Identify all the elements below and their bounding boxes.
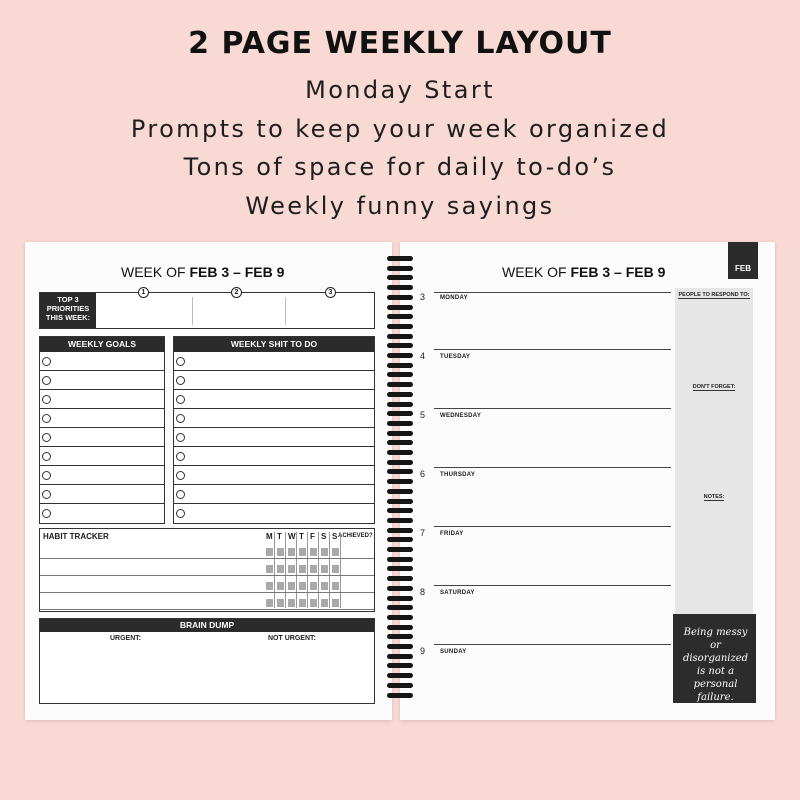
priorities-box — [39, 292, 375, 329]
day-name: SATURDAY — [440, 590, 475, 596]
day-divider — [434, 644, 671, 645]
spiral-coil — [387, 256, 413, 261]
priority-number: 2 — [231, 287, 242, 298]
checklist-row[interactable] — [174, 409, 374, 428]
habit-row-line — [40, 609, 374, 610]
weekly-goals-box — [39, 336, 165, 524]
day-number: 5 — [420, 410, 426, 420]
checkbox-circle-icon[interactable] — [176, 509, 185, 518]
month-tab: FEB — [728, 242, 758, 279]
checkbox-circle-icon[interactable] — [42, 471, 51, 480]
spiral-coil — [387, 411, 413, 416]
spiral-coil — [387, 625, 413, 630]
feature-line: Monday Start — [305, 76, 495, 104]
spiral-coil — [387, 693, 413, 698]
habit-column-divider — [340, 532, 341, 608]
habit-cell[interactable] — [332, 582, 339, 590]
habit-cell[interactable] — [266, 565, 273, 573]
spiral-coil — [387, 557, 413, 562]
day-number: 6 — [420, 469, 426, 479]
checkbox-circle-icon[interactable] — [176, 490, 185, 499]
habit-cell[interactable] — [277, 548, 284, 556]
checkbox-circle-icon[interactable] — [42, 509, 51, 518]
spiral-coil — [387, 440, 413, 445]
spiral-coil — [387, 508, 413, 513]
brain-dump-box — [39, 618, 375, 704]
checkbox-circle-icon[interactable] — [176, 471, 185, 480]
checklist-row[interactable] — [174, 447, 374, 466]
habit-day-label: M — [266, 532, 273, 541]
checklist-row[interactable] — [174, 466, 374, 485]
habit-cell[interactable] — [321, 582, 328, 590]
spiral-coil — [387, 469, 413, 474]
weekly-todo-label: WEEKLY SHIT TO DO — [174, 337, 374, 352]
spiral-coil — [387, 266, 413, 271]
quote-box — [673, 614, 756, 703]
divider — [285, 297, 286, 325]
page-title: 2 PAGE WEEKLY LAYOUT — [188, 26, 612, 61]
habit-cell[interactable] — [332, 565, 339, 573]
spiral-coil — [387, 499, 413, 504]
checklist-row[interactable] — [40, 428, 164, 447]
checkbox-circle-icon[interactable] — [42, 357, 51, 366]
habit-day-label: F — [310, 532, 315, 541]
checklist-row[interactable] — [174, 352, 374, 371]
day-divider — [434, 526, 671, 527]
weekly-goals-label: WEEKLY GOALS — [40, 337, 164, 352]
not-urgent-label: NOT URGENT: — [268, 635, 316, 642]
spiral-coil — [387, 489, 413, 494]
checkbox-circle-icon[interactable] — [176, 395, 185, 404]
urgent-label: URGENT: — [110, 635, 142, 642]
checklist-row[interactable] — [40, 390, 164, 409]
habit-cell[interactable] — [321, 599, 328, 607]
spiral-coil — [387, 314, 413, 319]
habit-cell[interactable] — [321, 548, 328, 556]
spiral-coil — [387, 295, 413, 300]
habit-column-divider — [307, 532, 308, 608]
spiral-coil — [387, 576, 413, 581]
sidebar-panel — [675, 288, 753, 614]
spiral-coil — [387, 334, 413, 339]
day-number: 7 — [420, 528, 426, 538]
feature-line: Weekly funny sayings — [245, 192, 555, 220]
spiral-coil — [387, 634, 413, 639]
checklist-row[interactable] — [40, 485, 164, 504]
people-label: PEOPLE TO RESPOND TO: — [678, 292, 750, 298]
habit-column-divider — [329, 532, 330, 608]
habit-cell[interactable] — [288, 599, 295, 607]
checkbox-circle-icon[interactable] — [42, 490, 51, 499]
day-name: WEDNESDAY — [440, 413, 482, 419]
brain-dump-label: BRAIN DUMP — [40, 619, 374, 632]
habit-cell[interactable] — [288, 582, 295, 590]
habit-tracker-label: HABIT TRACKER — [43, 532, 109, 541]
checkbox-circle-icon[interactable] — [42, 414, 51, 423]
feature-line: Prompts to keep your week organized — [130, 115, 670, 143]
spiral-coil — [387, 460, 413, 465]
spiral-coil — [387, 528, 413, 533]
checkbox-circle-icon[interactable] — [42, 376, 51, 385]
checklist-row[interactable] — [174, 371, 374, 390]
habit-tracker-box — [39, 528, 375, 612]
habit-cell[interactable] — [310, 565, 317, 573]
spiral-coil — [387, 372, 413, 377]
checkbox-circle-icon[interactable] — [42, 452, 51, 461]
spiral-coil — [387, 392, 413, 397]
spiral-coil — [387, 275, 413, 280]
day-name: FRIDAY — [440, 531, 464, 537]
week-header — [502, 264, 665, 280]
habit-cell[interactable] — [310, 582, 317, 590]
funny-saying: Being messy or disorganized is not a personal failure. — [682, 627, 749, 703]
achieved-label: ACHIEVED? — [338, 533, 373, 539]
checklist-row[interactable] — [174, 428, 374, 447]
feature-line: Tons of space for daily to-do’s — [183, 153, 617, 181]
habit-row-line — [40, 558, 374, 559]
checklist-row[interactable] — [40, 466, 164, 485]
notes-label: NOTES: — [703, 494, 725, 500]
habit-cell[interactable] — [310, 548, 317, 556]
habit-cell[interactable] — [277, 599, 284, 607]
habit-grid — [40, 529, 374, 611]
weekly-todo-box — [173, 336, 375, 524]
goals-list — [40, 352, 164, 523]
spiral-coil — [387, 450, 413, 455]
priority-number: 1 — [138, 287, 149, 298]
habit-cell[interactable] — [332, 599, 339, 607]
checklist-row[interactable] — [40, 371, 164, 390]
day-divider — [434, 408, 671, 409]
checkbox-circle-icon[interactable] — [176, 357, 185, 366]
week-range: FEB 3 – FEB 9 — [189, 264, 285, 280]
habit-cell[interactable] — [299, 599, 306, 607]
habit-cell[interactable] — [299, 582, 306, 590]
spiral-coil — [387, 285, 413, 290]
spiral-coil — [387, 363, 413, 368]
checklist-row[interactable] — [174, 390, 374, 409]
checklist-row[interactable] — [40, 447, 164, 466]
checkbox-circle-icon[interactable] — [176, 433, 185, 442]
priorities-label: TOP 3 PRIORITIES THIS WEEK: — [40, 293, 96, 328]
spiral-coil — [387, 596, 413, 601]
dont-forget-label: DON'T FORGET: — [692, 384, 736, 390]
habit-column-divider — [285, 532, 286, 608]
habit-cell[interactable] — [277, 565, 284, 573]
week-range: FEB 3 – FEB 9 — [570, 264, 666, 280]
habit-cell[interactable] — [288, 565, 295, 573]
day-name: THURSDAY — [440, 472, 476, 478]
checklist-row[interactable] — [40, 409, 164, 428]
spiral-coil — [387, 586, 413, 591]
habit-cell[interactable] — [288, 548, 295, 556]
spiral-coil — [387, 663, 413, 668]
checkbox-circle-icon[interactable] — [42, 395, 51, 404]
spiral-coil — [387, 305, 413, 310]
spiral-coil — [387, 402, 413, 407]
day-number: 3 — [420, 292, 426, 302]
habit-column-divider — [274, 532, 275, 608]
day-number: 4 — [420, 351, 426, 361]
spiral-coil — [387, 615, 413, 620]
habit-day-label: T — [299, 532, 304, 541]
day-number: 8 — [420, 587, 426, 597]
checkbox-circle-icon[interactable] — [176, 414, 185, 423]
right-planner-page — [400, 242, 775, 720]
week-header — [121, 264, 284, 280]
habit-row-line — [40, 592, 374, 593]
spiral-coil — [387, 382, 413, 387]
spiral-coil — [387, 566, 413, 571]
week-prefix: WEEK OF — [502, 264, 567, 280]
priority-number: 3 — [325, 287, 336, 298]
habit-column-divider — [296, 532, 297, 608]
habit-day-label: T — [277, 532, 282, 541]
checkbox-circle-icon[interactable] — [176, 452, 185, 461]
checklist-row[interactable] — [40, 352, 164, 371]
habit-day-label: S — [332, 532, 338, 541]
habit-cell[interactable] — [321, 565, 328, 573]
habit-cell[interactable] — [299, 548, 306, 556]
habit-cell[interactable] — [332, 548, 339, 556]
habit-row-line — [40, 575, 374, 576]
day-name: SUNDAY — [440, 649, 467, 655]
day-number: 9 — [420, 646, 426, 656]
spiral-coil — [387, 431, 413, 436]
day-name: TUESDAY — [440, 354, 471, 360]
checklist-row[interactable] — [174, 485, 374, 504]
habit-cell[interactable] — [266, 582, 273, 590]
spiral-coil — [387, 605, 413, 610]
checkbox-circle-icon[interactable] — [176, 376, 185, 385]
habit-day-label: S — [321, 532, 327, 541]
day-divider — [434, 585, 671, 586]
spiral-coil — [387, 547, 413, 552]
spiral-coil — [387, 654, 413, 659]
spiral-coil — [387, 537, 413, 542]
spiral-coil — [387, 518, 413, 523]
habit-cell[interactable] — [266, 548, 273, 556]
left-planner-page — [25, 242, 392, 720]
checkbox-circle-icon[interactable] — [42, 433, 51, 442]
spiral-coil — [387, 324, 413, 329]
day-divider — [434, 349, 671, 350]
habit-day-label: W — [288, 532, 296, 541]
spiral-coil — [387, 644, 413, 649]
week-prefix: WEEK OF — [121, 264, 186, 280]
habit-cell[interactable] — [266, 599, 273, 607]
day-name: MONDAY — [440, 295, 468, 301]
habit-cell[interactable] — [277, 582, 284, 590]
spiral-coil — [387, 421, 413, 426]
spiral-coil — [387, 479, 413, 484]
spiral-coil — [387, 343, 413, 348]
day-divider — [434, 467, 671, 468]
spiral-coil — [387, 673, 413, 678]
divider — [192, 297, 193, 325]
checklist-row[interactable] — [40, 504, 164, 523]
habit-cell[interactable] — [310, 599, 317, 607]
spiral-coil — [387, 683, 413, 688]
spiral-coil — [387, 353, 413, 358]
habit-cell[interactable] — [299, 565, 306, 573]
habit-column-divider — [318, 532, 319, 608]
todo-list — [174, 352, 374, 523]
checklist-row[interactable] — [174, 504, 374, 523]
day-divider — [434, 292, 671, 293]
